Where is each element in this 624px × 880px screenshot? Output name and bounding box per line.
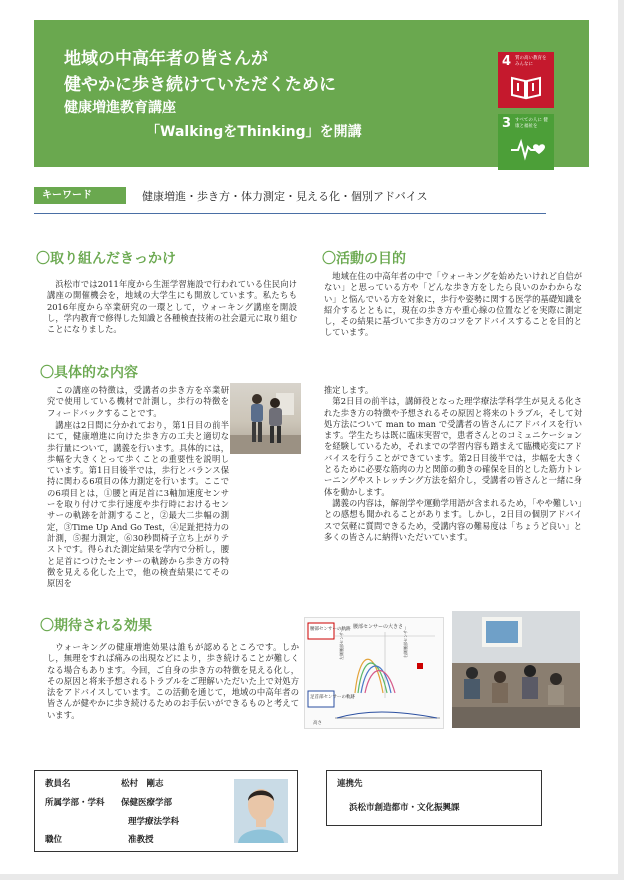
content-paragraph: 第2日目の前半は，講師役となった理学療法学科学生が見える化された歩き方の特徴や予想されるその原因と将来のトラブル，そして対処方法について man to man で受講者の皆さんにアドバイスを行います。学生たちは既に臨床実習で，患者さんとのコミュニケーションを経験しているため，それまでの学習内容も踏まえて臨機応変にアドバイスを行うことができています。第2日目後半では，歩幅を大きくとるために必要な筋肉の力と関節の動きの確保を目的とした筋力トレーニングやストレッチング方法を紹介し，受講者の皆さんと一緒に身体を動かします。	[324, 396, 582, 497]
effect-paragraph: ウォーキングの健康増進効果は誰もが認めるところです。しかし，無理をすれば痛みの出現などにより，歩き続けることが難しくなる場合もあります。今回，ご自身の歩き方の特徴を見える化し，その原因と将来予想されるトラブルをご理解いただいた上で対処方法をアドバイスしています。この活動を通じて，地域の中高年者の皆さんが健やかに歩き続けるためのお手伝いができるものと考えています。	[47, 642, 299, 720]
title-line-2: 健やかに歩き続けていただくために	[64, 75, 336, 95]
faculty-portrait	[234, 779, 288, 843]
purpose-paragraph: 地域在住の中高年者の中で「ウォーキングを始めたいけれど自信がない」と思っている方や「どんな歩き方をしたら良いのかわからない」と悩んでいる方を対象に，歩行や姿勢に関する医学的基礎知識を紹介するとともに，現在の歩き方や重心線の位置などを実際に測定し，その結果に基づいて歩き方のコツをアドバイスすることを目的としています。	[324, 271, 582, 338]
content-body-right	[324, 385, 582, 543]
sdg4-quality-education-icon: 4 質の高い教育を みんなに	[498, 52, 554, 108]
content-paragraph: 推定します。	[324, 385, 374, 395]
figure-title: 腰部センサーの大きさ	[353, 624, 404, 630]
title-banner	[34, 20, 589, 167]
figure-label-right: 右側腰部センサー	[403, 626, 408, 658]
sensor-trajectory-figure	[304, 617, 444, 729]
sdg3-good-health-icon: 3 すべての人に 健康と福祉を	[498, 114, 554, 170]
trigger-body	[47, 279, 297, 335]
figure-label-top: 腰部センサーの軌跡	[310, 627, 351, 632]
content-paragraph: 講義の内容は，解剖学や運動学用語が含まれるため，「やや難しい」との感想も聞かれることがあります。しかし，2日目の個別アドバイスで気軽に質問できるため，受講内容の難易度は「ちょうど良い」と多くの皆さんに納得いただいています。	[324, 497, 582, 542]
figure-label-height: 高さ	[313, 721, 322, 726]
title-line-1: 地域の中高年者の皆さんが	[64, 49, 268, 69]
walking-test-photo	[230, 383, 301, 454]
subtitle-line-1: 健康増進教育講座	[64, 100, 176, 116]
heartbeat-icon	[510, 136, 546, 162]
effect-heading: 〇期待される効果	[40, 618, 152, 634]
content-heading: 〇具体的な内容	[40, 365, 138, 381]
partner-name: 浜松市創造都市・文化振興課	[349, 803, 460, 813]
content-paragraph: 講座は2日間に分かれており，第1日目の前半にて，健康増進に向けた歩き方の工夫と適切な歩行量について，講義を行います。具体的には，歩幅を大きくとって歩くことの重要性を説明しています。第1日目後半では，歩行とバランス保持に関わる6項目の体力測定を行います。ここでの6項目とは，①腰と両足首に3軸加速度センサーを取り付けて歩行速度や歩行時におけるセンサーの軌跡を計測すること，②最大二歩幅の測定，③Time Up And Go Test，④足趾把持力の計測，⑤握力測定，⑥30秒間椅子立ち上がりテストです。得られた測定結果を学内で分析し，腰と足首につけたセンサーの軌跡から歩き方の特徴を見える化した上で，他の検査結果にてその原因を	[47, 420, 229, 589]
faculty-name-label: 教員名	[45, 779, 71, 789]
figure-label-bottom: 足首部センサーの軌跡	[310, 695, 355, 700]
purpose-heading: 〇活動の目的	[322, 251, 406, 267]
trigger-heading: 〇取り組んだきっかけ	[36, 251, 176, 267]
trigger-paragraph: 浜松市では2011年度から生涯学習施設で行われている住民向け講座の開催機会を，地域の大学生にも開放しています。私たちも2016年度から卒業研究の一環として，ウォーキング講座を開設し，学内教育で修得した知識と各種検査技術の社会還元に取り組むことになりました。	[47, 279, 297, 335]
partner-info-box	[326, 770, 542, 826]
content-paragraph: この講座の特徴は，受講者の歩き方を卒業研究で使用している機材で計測し，歩行の特徴をフィードバックすることです。	[47, 385, 229, 418]
content-intro	[47, 385, 229, 419]
keyword-divider	[34, 213, 546, 214]
partner-label: 連携先	[337, 779, 363, 789]
keyword-list: 健康増進・歩き方・体力測定・見える化・個別アドバイス	[142, 190, 428, 203]
faculty-info-box	[34, 770, 298, 852]
subtitle-line-2: 「WalkingをThinking」を開講	[146, 124, 362, 140]
lecture-room-photo	[452, 611, 580, 728]
faculty-position: 准教授	[128, 835, 154, 845]
book-icon	[510, 74, 542, 100]
faculty-faculty: 保健医療学部	[121, 798, 173, 808]
figure-label-left: 左側腰部センサー	[339, 628, 344, 660]
effect-body	[47, 642, 299, 721]
faculty-department: 理学療法学科	[128, 817, 180, 827]
faculty-dept-label: 所属学部・学科	[45, 798, 105, 808]
faculty-name: 松村 剛志	[121, 779, 164, 789]
keyword-label: キーワード	[34, 187, 126, 204]
faculty-position-label: 職位	[45, 835, 63, 845]
purpose-body	[324, 271, 582, 339]
